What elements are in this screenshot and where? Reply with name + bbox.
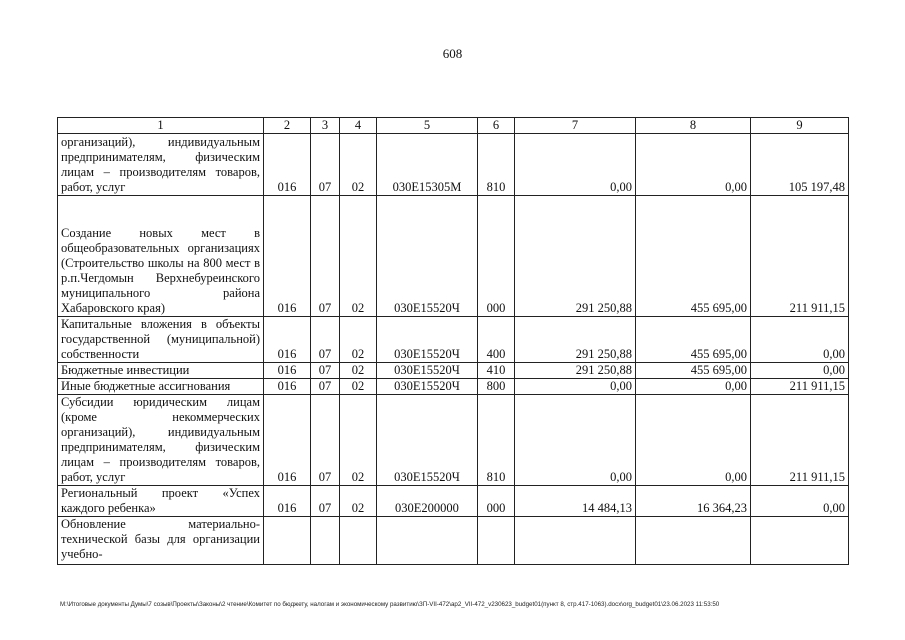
table-cell <box>478 517 515 565</box>
table-row <box>58 379 849 395</box>
table-cell: 000 <box>478 486 515 517</box>
table-cell: 0,00 <box>636 379 751 395</box>
table-cell: 030E15520Ч <box>377 395 478 486</box>
table-cell: 016 <box>264 134 311 196</box>
table-cell: 000 <box>478 196 515 317</box>
table-cell <box>377 517 478 565</box>
table-cell: 0,00 <box>515 134 636 196</box>
column-header: 2 <box>264 118 311 134</box>
table-cell: 016 <box>264 196 311 317</box>
table-cell: 030E15520Ч <box>377 196 478 317</box>
table-cell: 810 <box>478 134 515 196</box>
table-cell <box>751 517 849 565</box>
table-cell: 291 250,88 <box>515 196 636 317</box>
table-cell: 0,00 <box>751 317 849 363</box>
table-cell: 0,00 <box>751 363 849 379</box>
table-cell: 016 <box>264 395 311 486</box>
row-name-cell: Региональный проект «Успех каждого ребенка» <box>58 486 264 517</box>
file-path-footer: М:\Итоговые документы Думы\7 созыв\Проекты\Законы\2 чтение\Комитет по бюджету, налогам и экономическому развитию\ЗП-VII-472\ap2_VII-472_v230623_budget01(пункт 8, стр.417-1063).docx\org_budget01\23.06.2023 11:53:50 <box>60 601 720 608</box>
table-cell: 291 250,88 <box>515 317 636 363</box>
table-cell: 800 <box>478 379 515 395</box>
table-cell: 07 <box>311 134 340 196</box>
table-cell: 291 250,88 <box>515 363 636 379</box>
table-cell: 016 <box>264 317 311 363</box>
table-row <box>58 486 849 517</box>
page-number: 608 <box>442 46 463 61</box>
table-cell: 0,00 <box>636 134 751 196</box>
table-cell: 0,00 <box>751 486 849 517</box>
table-cell: 02 <box>340 379 377 395</box>
table-cell: 810 <box>478 395 515 486</box>
table-cell: 02 <box>340 363 377 379</box>
table-cell: 410 <box>478 363 515 379</box>
column-header: 6 <box>478 118 515 134</box>
row-name-cell: организаций), индивидуальным предпринимателям, физическим лицам – производителям товаров, работ, услуг <box>58 134 264 196</box>
table-cell: 02 <box>340 395 377 486</box>
table-cell: 455 695,00 <box>636 317 751 363</box>
table-cell: 030E200000 <box>377 486 478 517</box>
table-cell: 211 911,15 <box>751 379 849 395</box>
table-cell: 030E15520Ч <box>377 379 478 395</box>
table-cell: 0,00 <box>636 395 751 486</box>
table-cell: 211 911,15 <box>751 395 849 486</box>
table-row <box>58 134 849 196</box>
row-name-cell: Создание новых мест в общеобразовательных организациях (Строительство школы на 800 мест в р.п.Чегдомын Верхнебуреинского муниципального района Хабаровского края) <box>58 196 264 317</box>
table-cell: 07 <box>311 486 340 517</box>
table-cell: 07 <box>311 379 340 395</box>
table-cell: 030E15520Ч <box>377 317 478 363</box>
column-header: 5 <box>377 118 478 134</box>
column-header: 8 <box>636 118 751 134</box>
table-row <box>58 517 849 565</box>
table-cell: 016 <box>264 363 311 379</box>
table-cell: 211 911,15 <box>751 196 849 317</box>
table-cell: 455 695,00 <box>636 196 751 317</box>
table-cell <box>340 517 377 565</box>
table-cell: 016 <box>264 379 311 395</box>
column-header: 4 <box>340 118 377 134</box>
column-header: 9 <box>751 118 849 134</box>
row-name-cell: Капитальные вложения в объекты государственной (муниципальной) собственности <box>58 317 264 363</box>
table-cell: 02 <box>340 196 377 317</box>
table-cell: 016 <box>264 486 311 517</box>
table-cell: 07 <box>311 395 340 486</box>
table-row <box>58 363 849 379</box>
table-cell: 030E15305M <box>377 134 478 196</box>
table-cell: 0,00 <box>515 379 636 395</box>
table-cell: 02 <box>340 134 377 196</box>
table-row <box>58 317 849 363</box>
table-cell: 14 484,13 <box>515 486 636 517</box>
table-header-row <box>58 118 849 134</box>
table-cell: 07 <box>311 317 340 363</box>
table-cell: 16 364,23 <box>636 486 751 517</box>
table-cell: 0,00 <box>515 395 636 486</box>
table-cell <box>264 517 311 565</box>
table-cell: 07 <box>311 363 340 379</box>
table-cell: 07 <box>311 196 340 317</box>
table-row <box>58 196 849 317</box>
table-cell <box>515 517 636 565</box>
table-cell: 400 <box>478 317 515 363</box>
column-header: 3 <box>311 118 340 134</box>
table-cell: 02 <box>340 486 377 517</box>
table-cell <box>311 517 340 565</box>
row-name-cell: Обновление материально-технической базы для организации учебно- <box>58 517 264 565</box>
row-name-cell: Иные бюджетные ассигнования <box>58 379 264 395</box>
row-name-cell: Бюджетные инвестиции <box>58 363 264 379</box>
table-cell: 455 695,00 <box>636 363 751 379</box>
column-header: 7 <box>515 118 636 134</box>
budget-table <box>57 117 849 565</box>
table-cell <box>636 517 751 565</box>
column-header: 1 <box>58 118 264 134</box>
table-cell: 030E15520Ч <box>377 363 478 379</box>
table-row <box>58 395 849 486</box>
row-name-cell: Субсидии юридическим лицам (кроме некоммерческих организаций), индивидуальным предпринимателям, физическим лицам – производителям товаров, работ, услуг <box>58 395 264 486</box>
table-cell: 02 <box>340 317 377 363</box>
table-cell: 105 197,48 <box>751 134 849 196</box>
